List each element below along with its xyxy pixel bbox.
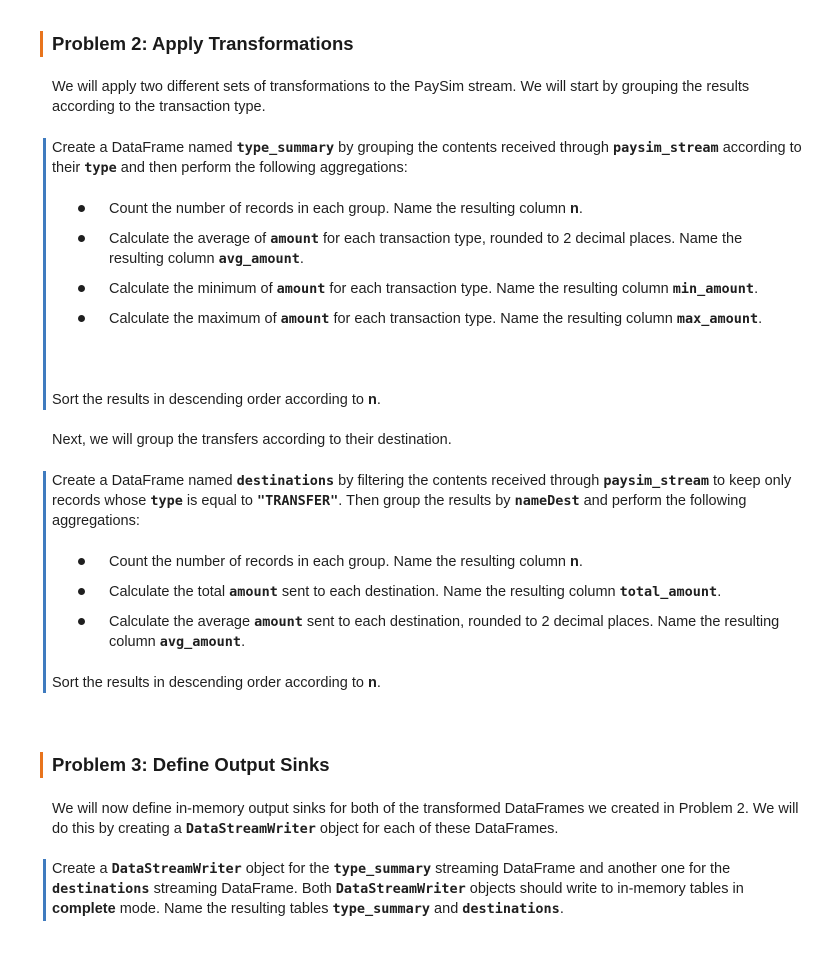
list-item: Calculate the total amount sent to each destination. Name the resulting column total_amount. <box>54 582 799 602</box>
callout3-text: Create a DataStreamWriter object for the type_summary streaming DataFrame and another one for the destinations streaming DataFrame. Both DataStreamWriter objects should write to in-memory tables in complete mode. Name the resulting tables type_summary and destinations. <box>52 861 744 917</box>
bullet-icon <box>78 285 85 292</box>
callout1-sort: Sort the results in descending order according to n. <box>52 392 381 408</box>
list-item: Count the number of records in each group. Name the resulting column n. <box>54 199 799 219</box>
type-summary-callout <box>43 138 803 410</box>
list-item: Calculate the minimum of amount for each transaction type. Name the resulting column min_amount. <box>54 279 799 299</box>
callout2-sort: Sort the results in descending order according to n. <box>52 675 381 691</box>
bullet-icon <box>78 558 85 565</box>
list-item: Count the number of records in each group. Name the resulting column n. <box>54 552 799 572</box>
output-sinks-callout <box>43 859 803 921</box>
list-item: Calculate the average amount sent to each destination, rounded to 2 decimal places. Name the resulting column avg_amount. <box>54 612 799 652</box>
problem2-intro: We will apply two different sets of transformations to the PaySim stream. We will start by grouping the results according to the transaction type. <box>52 79 750 115</box>
bullet-icon <box>78 618 85 625</box>
aggregation-list-2 <box>54 552 799 652</box>
problem3-heading: Problem 3: Define Output Sinks <box>40 752 330 778</box>
problem2-next: Next, we will group the transfers according to their destination. <box>52 432 452 448</box>
callout1-text: Create a DataFrame named type_summary by grouping the contents received through paysim_stream according to their type and then perform the following aggregations: <box>52 140 802 176</box>
problem3-intro: We will now define in-memory output sinks for both of the transformed DataFrames we created in Problem 2. We will do this by creating a DataStreamWriter object for each of these DataFrames. <box>52 801 799 837</box>
bullet-icon <box>78 205 85 212</box>
callout2-text: Create a DataFrame named destinations by filtering the contents received through paysim_stream to keep only records whose type is equal to "TRANSFER". Then group the results by nameDest and perform the following aggregations: <box>52 473 792 529</box>
bullet-icon <box>78 588 85 595</box>
list-item: Calculate the maximum of amount for each transaction type. Name the resulting column max_amount. <box>54 309 799 329</box>
bullet-icon <box>78 315 85 322</box>
destinations-callout <box>43 471 803 693</box>
bullet-icon <box>78 235 85 242</box>
problem2-heading: Problem 2: Apply Transformations <box>40 31 354 57</box>
aggregation-list-1 <box>54 199 799 329</box>
list-item: Calculate the average of amount for each transaction type, rounded to 2 decimal places. Name the resulting column avg_amount. <box>54 229 799 269</box>
